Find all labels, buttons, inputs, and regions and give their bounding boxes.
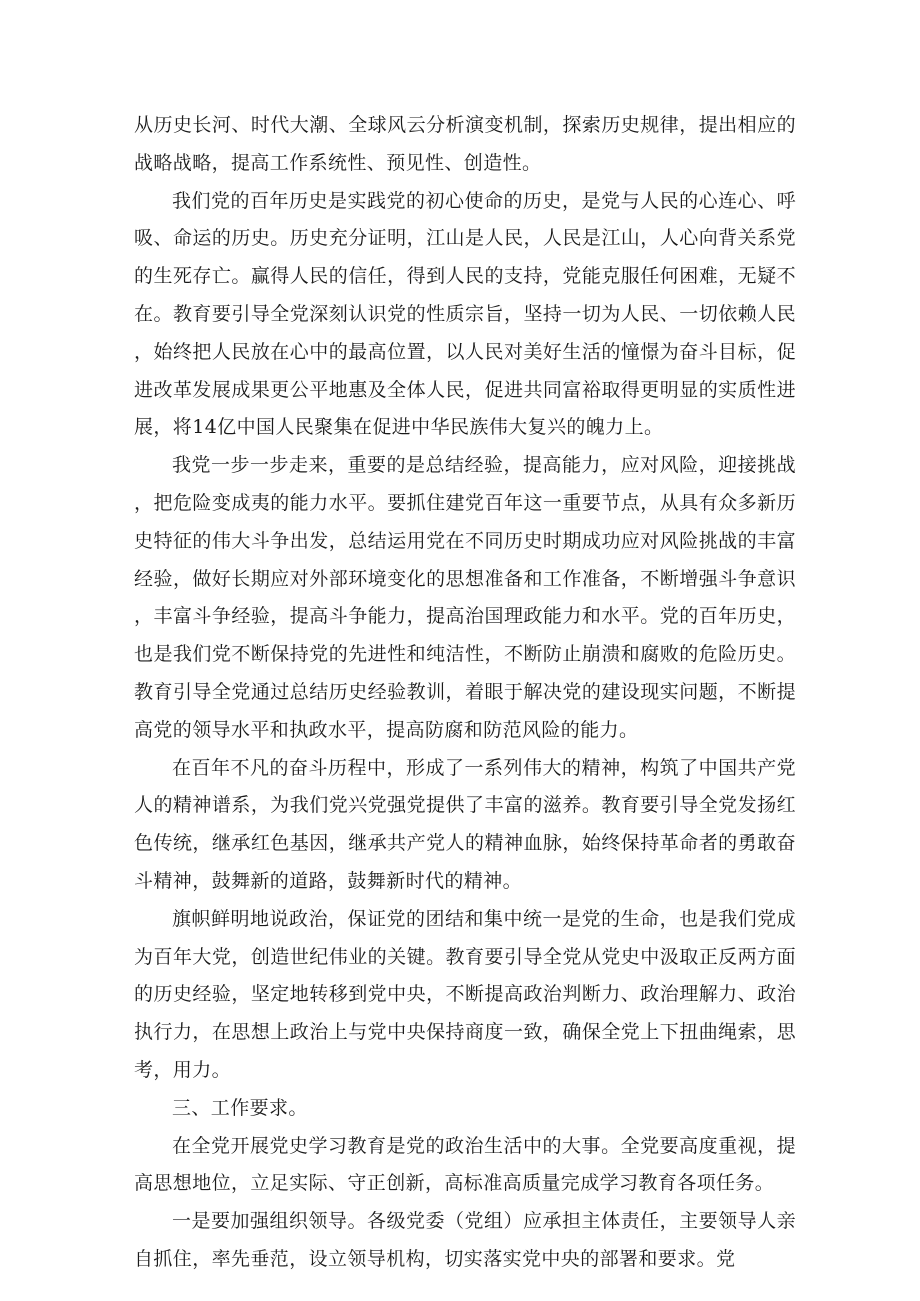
paragraph-3: 我党一步一步走来，重要的是总结经验，提高能力，应对风险，迎接挑战，把危险变成夷的能力水平。要抓住建党百年这一重要节点，从具有众多新历史特征的伟大斗争出发，总结运用党在不同历史时期成功应对风险挑战的丰富经验，做好长期应对外部环境变化的思想准备和工作准备，不断增强斗争意识，丰富斗争经验，提高斗争能力，提高治国理政能力和水平。党的百年历史，也是我们党不断保持党的先进性和纯洁性，不断防止崩溃和腐败的危险历史。教育引导全党通过总结历史经验教训，着眼于解决党的建设现实问题，不断提高党的领导水平和执政水平，提高防腐和防范风险的能力。	[134, 454, 796, 741]
paragraph-4: 在百年不凡的奋斗历程中，形成了一系列伟大的精神，构筑了中国共产党人的精神谱系，为我们党兴党强党提供了丰富的滋养。教育要引导全党发扬红色传统，继承红色基因，继承共产党人的精神血脉，始终保持革命者的勇敢奋斗精神，鼓舞新的道路，鼓舞新时代的精神。	[134, 756, 796, 892]
paragraph-1: 从历史长河、时代大潮、全球风云分析演变机制，探索历史规律，提出相应的战略战略，提高工作系统性、预见性、创造性。	[134, 114, 796, 174]
paragraph-7: 一是要加强组织领导。各级党委（党组）应承担主体责任，主要领导人亲自抓住，率先垂范，设立领导机构，切实落实党中央的部署和要求。党	[134, 1210, 796, 1270]
section-heading: 三、工作要求。	[172, 1096, 308, 1119]
document-body	[134, 107, 796, 1279]
paragraph-2: 我们党的百年历史是实践党的初心使命的历史，是党与人民的心连心、呼吸、命运的历史。历史充分证明，江山是人民，人民是江山，人心向背关系党的生死存亡。赢得人民的信任，得到人民的支持，党能克服任何困难，无疑不在。教育要引导全党深刻认识党的性质宗旨，坚持一切为人民、一切依赖人民，始终把人民放在心中的最高位置，以人民对美好生活的憧憬为奋斗目标，促进改革发展成果更公平地惠及全体人民，促进共同富裕取得更明显的实质性进展，将14亿中国人民聚集在促进中华民族伟大复兴的魄力上。	[134, 189, 796, 439]
paragraph-5: 旗帜鲜明地说政治，保证党的团结和集中统一是党的生命，也是我们党成为百年大党，创造世纪伟业的关键。教育要引导全党从党史中汲取正反两方面的历史经验，坚定地转移到党中央，不断提高政治判断力、政治理解力、政治执行力，在思想上政治上与党中央保持商度一致，确保全党上下扭曲绳索，思考，用力。	[134, 907, 796, 1081]
paragraph-6: 在全党开展党史学习教育是党的政治生活中的大事。全党要高度重视，提高思想地位，立足实际、守正创新，高标准高质量完成学习教育各项任务。	[134, 1134, 796, 1195]
